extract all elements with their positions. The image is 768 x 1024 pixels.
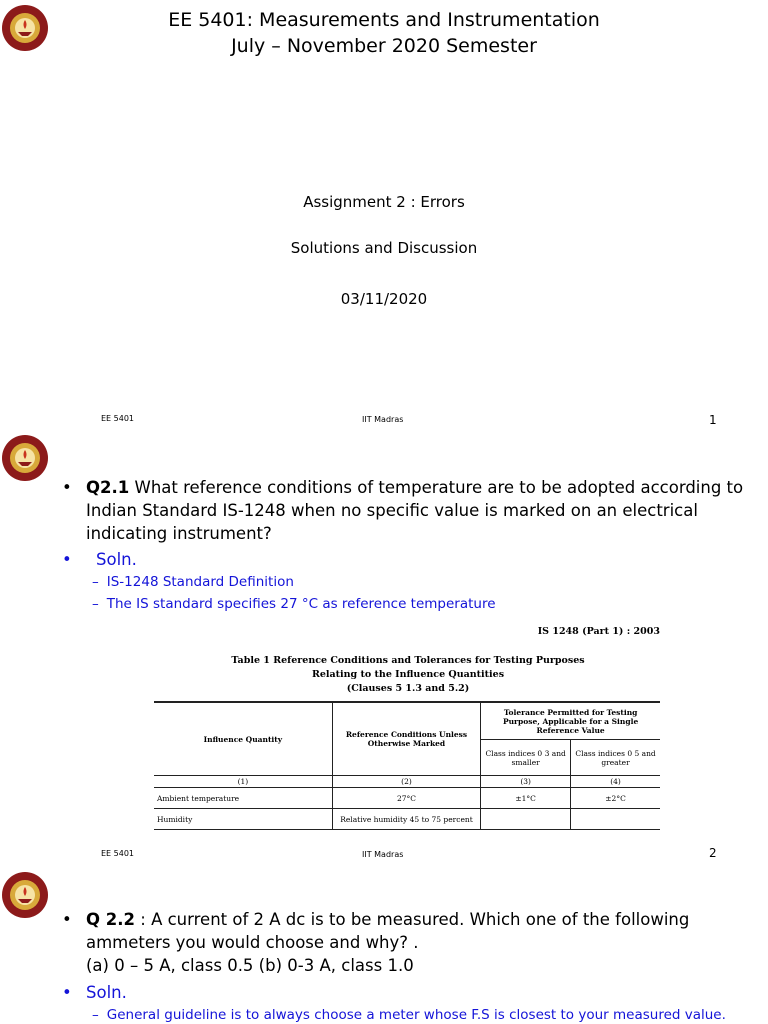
title-line-1: EE 5401: Measurements and Instrumentation: [168, 9, 600, 31]
question-options: (a) 0 – 5 A, class 0.5 (b) 0-3 A, class 1.0: [86, 956, 414, 975]
footer-course: EE 5401: [101, 414, 135, 423]
table-cell: ±1°C: [481, 788, 571, 809]
solution-point-1: – General guideline is to always choose a meter whose F.S is closest to your measured value.: [92, 1007, 726, 1023]
table-cell: Relative humidity 45 to 75 percent: [332, 809, 480, 830]
header-reference-conditions: Reference Conditions Unless Otherwise Marked: [332, 702, 480, 776]
table-cell: 27°C: [332, 788, 480, 809]
table-caption-line-3: (Clauses 5 1.3 and 5.2): [346, 683, 470, 694]
slide-1: [0, 0, 768, 432]
header-class-large: Class indices 0 5 and greater: [571, 740, 660, 776]
column-number: (3): [481, 776, 571, 788]
column-number: (1): [154, 776, 332, 788]
date: 03/11/2020: [340, 290, 428, 308]
header-class-small: Class indices 0 3 and smaller: [481, 740, 571, 776]
iit-madras-logo-icon: [0, 870, 50, 920]
table-cell: [481, 809, 571, 830]
solution-label: Soln.: [96, 550, 137, 569]
table-row: [154, 788, 660, 809]
slide-3: [0, 864, 768, 1024]
slide-2: [0, 432, 768, 864]
header-influence-quantity: Influence Quantity: [154, 702, 332, 776]
table-caption-line-2: Relating to the Influence Quantities: [311, 669, 505, 680]
question-text: [86, 476, 746, 545]
standard-reference: IS 1248 (Part 1) : 2003: [537, 626, 660, 637]
footer-institute: IIT Madras: [362, 850, 404, 859]
question-label: Q 2.2: [86, 910, 136, 929]
is1248-table-image: [152, 626, 664, 836]
footer-course: EE 5401: [101, 849, 135, 858]
table-cell: Ambient temperature: [154, 788, 332, 809]
bullet-dot-icon: •: [62, 910, 72, 929]
solution-label: Soln.: [86, 983, 127, 1002]
table-cell: ±2°C: [571, 788, 660, 809]
question-text: [86, 908, 746, 977]
question-label: Q2.1: [86, 478, 130, 497]
bullet-dot-icon: •: [62, 550, 72, 569]
header-tolerance: Tolerance Permitted for Testing Purpose, Applicable for a Single Reference Value: [481, 702, 660, 740]
solution-point-1: – IS-1248 Standard Definition: [92, 574, 294, 590]
footer-institute: IIT Madras: [362, 415, 404, 424]
bullet-dot-icon: •: [62, 983, 72, 1002]
solution-point-1-text: IS-1248 Standard Definition: [106, 574, 294, 590]
assignment-title: Assignment 2 : Errors: [303, 193, 465, 211]
table-row: [154, 809, 660, 830]
reference-conditions-table: [154, 701, 660, 830]
question-body: : A current of 2 A dc is to be measured. Which one of the following ammeters you would choose and why? .: [86, 910, 690, 952]
page-number: 2: [709, 846, 717, 860]
solution-point-2-text: The IS standard specifies 27 °C as reference temperature: [106, 596, 496, 612]
table-cell: [571, 809, 660, 830]
slide-title: [0, 7, 768, 59]
solution-point-2: – The IS standard specifies 27 °C as reference temperature: [92, 596, 496, 612]
column-number: (2): [332, 776, 480, 788]
question-body: What reference conditions of temperature are to be adopted according to Indian Standard IS-1248 when no specific value is marked on an electrical indicating instrument?: [86, 478, 744, 543]
bullet-dot-icon: •: [62, 478, 72, 497]
solution-point-1-text: General guideline is to always choose a meter whose F.S is closest to your measured value.: [106, 1007, 726, 1023]
solutions-subtitle: Solutions and Discussion: [290, 239, 478, 257]
title-line-2: July – November 2020 Semester: [231, 35, 537, 57]
iit-madras-logo-icon: [0, 433, 50, 483]
page-number: 1: [709, 413, 717, 427]
column-number: (4): [571, 776, 660, 788]
table-caption-line-1: Table 1 Reference Conditions and Tolerances for Testing Purposes: [231, 655, 585, 666]
table-cell: Humidity: [154, 809, 332, 830]
